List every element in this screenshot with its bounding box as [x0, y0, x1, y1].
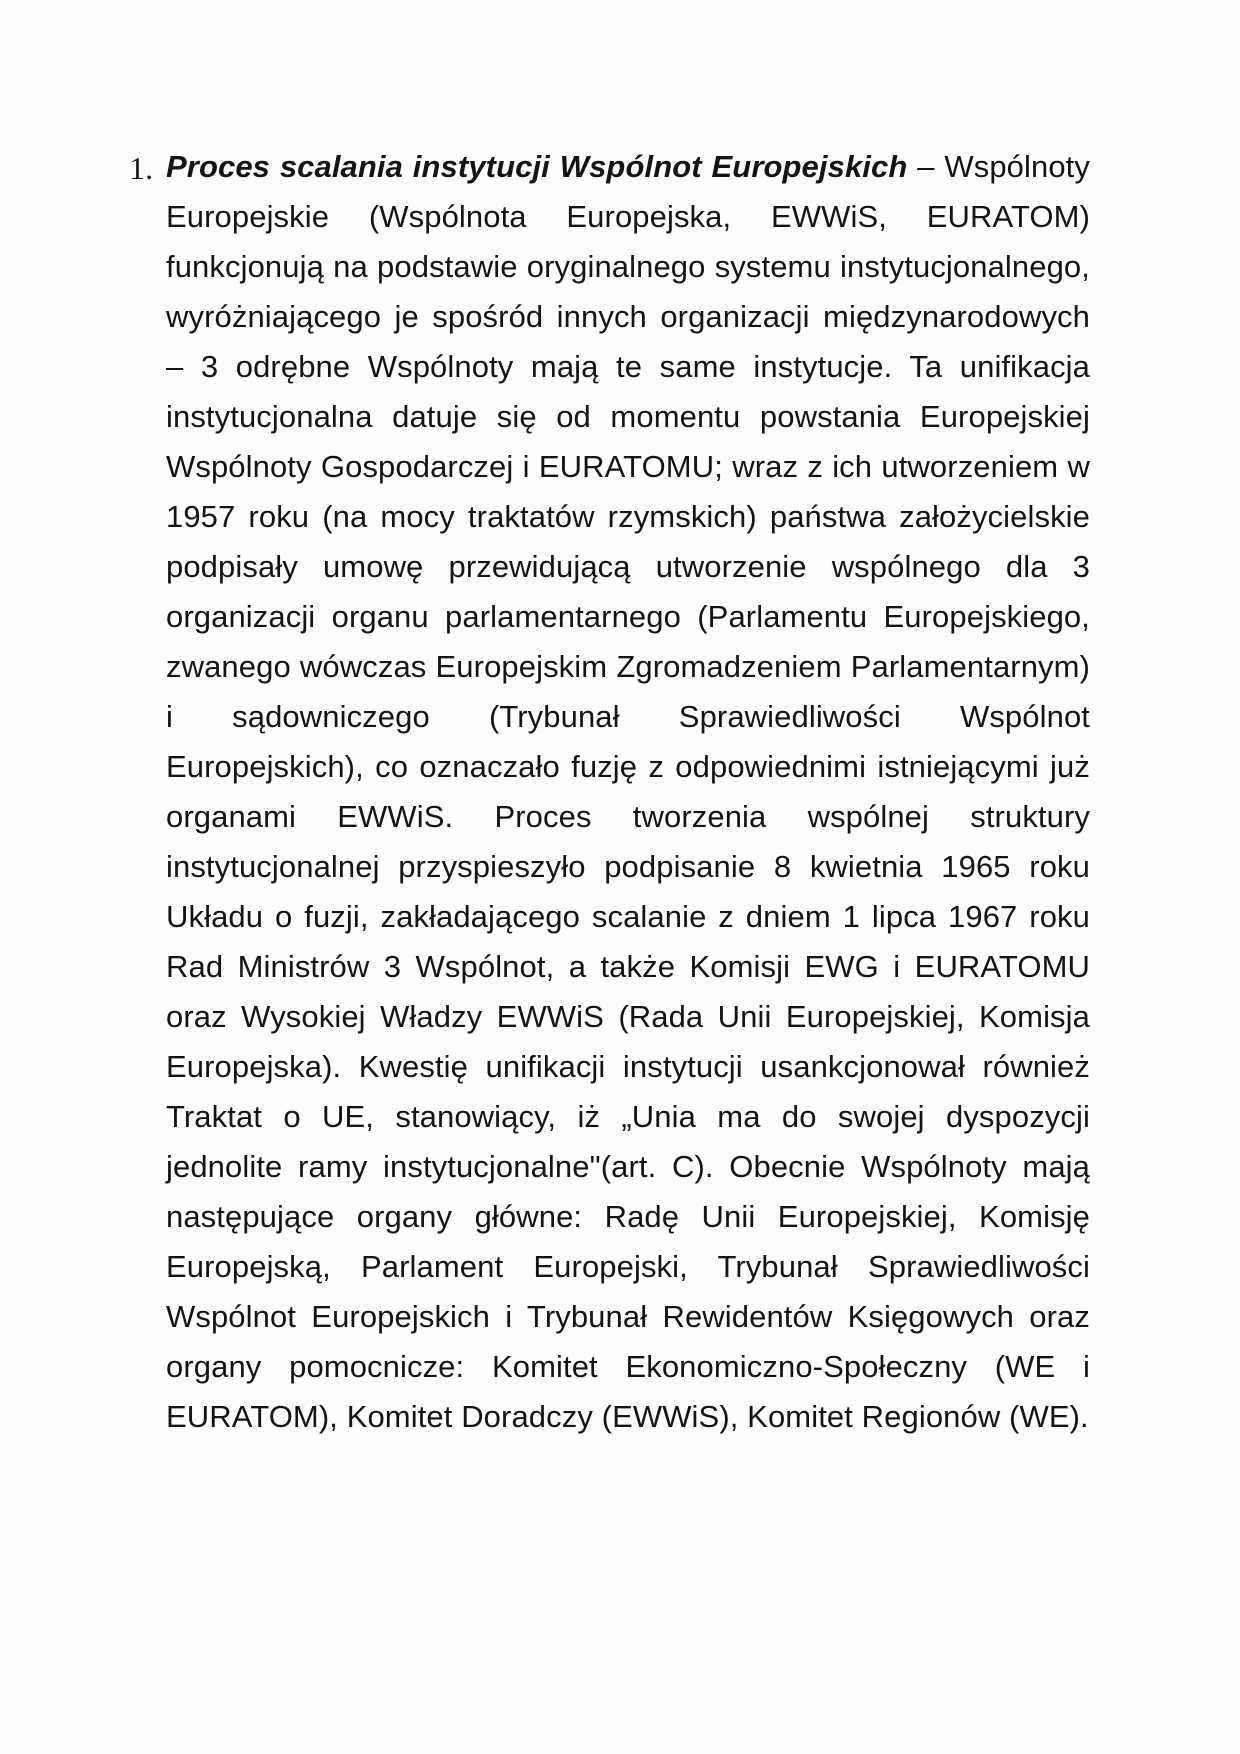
paragraph-heading: Proces scalania instytucji Wspólnot Europejskich — [166, 149, 908, 184]
paragraph-body-text: – Wspólnoty Europejskie (Wspólnota Europejska, EWWiS, EURATOM) funkcjonują na podstawie oryginalnego systemu instytucjonalnego, wyróżniającego je spośród innych organizacji międzynarodowych – 3 odrębne Wspólnoty mają te same instytucje. Ta unifikacja instytucjonalna datuje się od momentu powstania Europejskiej Wspólnoty Gospodarczej i EURATOMU; wraz z ich utworzeniem w 1957 roku (na mocy traktatów rzymskich) państwa założycielskie podpisały umowę przewidującą utworzenie wspólnego dla 3 organizacji organu parlamentarnego (Parlamentu Europejskiego, zwanego wówczas Europejskim Zgromadzeniem Parlamentarnym) i sądowniczego (Trybunał Sprawiedliwości Wspólnot Europejskich), co oznaczało fuzję z odpowiednimi istniejącymi już organami EWWiS. Proces tworzenia wspólnej struktury instytucjonalnej przyspieszyło podpisanie 8 kwietnia 1965 roku Układu o fuzji, zakładającego scalanie z dniem 1 lipca 1967 roku Rad Ministrów 3 Wspólnot, a także Komisji EWG i EURATOMU oraz Wysokiej Władzy EWWiS (Rada Unii Europejskiej, Komisja Europejska). Kwestię unifikacji instytucji usankcjonował również Traktat o UE, stanowiący, iż „Unia ma do swojej dyspozycji jednolite ramy instytucjonalne"(art. C). Obecnie Wspólnoty mają następujące organy główne: Radę Unii Europejskiej, Komisję Europejską, Parlament Europejski, Trybunał Sprawiedliwości Wspólnot Europejskich i Trybunał Rewidentów Księgowych oraz organy pomocnicze: Komitet Ekonomiczno-Społeczny (WE i EURATOM), Komitet Doradczy (EWWiS), Komitet Regionów (WE). — [166, 149, 1090, 1434]
list-number: 1. — [129, 150, 154, 186]
numbered-paragraph — [129, 142, 1090, 1442]
